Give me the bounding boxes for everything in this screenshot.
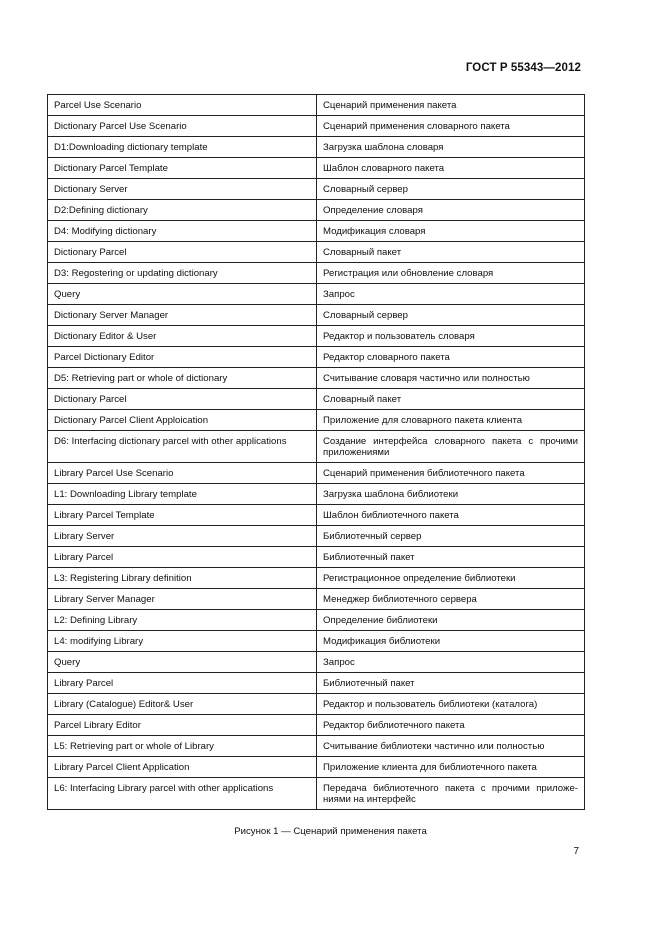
figure-caption: Рисунок 1 — Сценарий применения пакета bbox=[234, 826, 427, 837]
russian-term-cell: Редактор библиотечного пакета bbox=[317, 715, 585, 736]
russian-term-cell: Приложение клиента для библиотечного пакета bbox=[317, 757, 585, 778]
english-term-cell: Dictionary Editor & User bbox=[48, 326, 317, 347]
russian-term-cell: Модификация словаря bbox=[317, 221, 585, 242]
english-term-cell: Library (Catalogue) Editor& User bbox=[48, 694, 317, 715]
english-term-cell: Query bbox=[48, 652, 317, 673]
russian-term-cell: Шаблон словарного пакета bbox=[317, 158, 585, 179]
english-term-cell: Dictionary Parcel Use Scenario bbox=[48, 116, 317, 137]
table-row bbox=[48, 137, 585, 158]
english-term-cell: Dictionary Parcel Template bbox=[48, 158, 317, 179]
table-row bbox=[48, 305, 585, 326]
english-term-cell: Library Parcel bbox=[48, 547, 317, 568]
english-term-cell: Parcel Use Scenario bbox=[48, 95, 317, 116]
english-term-cell: Library Server bbox=[48, 526, 317, 547]
table-row bbox=[48, 263, 585, 284]
russian-term-cell: Определение словаря bbox=[317, 200, 585, 221]
table-row bbox=[48, 757, 585, 778]
table-row bbox=[48, 326, 585, 347]
table-row bbox=[48, 116, 585, 137]
english-term-cell: Library Parcel bbox=[48, 673, 317, 694]
russian-term-cell: Словарный сервер bbox=[317, 305, 585, 326]
table-row bbox=[48, 526, 585, 547]
russian-term-cell: Создание интерфейса словарного пакета с прочими приложениями bbox=[317, 431, 585, 463]
table-row bbox=[48, 505, 585, 526]
table-row bbox=[48, 673, 585, 694]
russian-term-cell: Регистрационное определение библиотеки bbox=[317, 568, 585, 589]
russian-term-cell: Редактор словарного пакета bbox=[317, 347, 585, 368]
english-term-cell: D2:Defining dictionary bbox=[48, 200, 317, 221]
english-term-cell: D1:Downloading dictionary template bbox=[48, 137, 317, 158]
english-term-cell: Library Server Manager bbox=[48, 589, 317, 610]
english-term-cell: L3: Registering Library definition bbox=[48, 568, 317, 589]
table-row bbox=[48, 389, 585, 410]
russian-term-cell: Регистрация или обновление словаря bbox=[317, 263, 585, 284]
table-row bbox=[48, 631, 585, 652]
russian-term-cell: Сценарий применения библиотечного пакета bbox=[317, 463, 585, 484]
table-row bbox=[48, 179, 585, 200]
table-row bbox=[48, 95, 585, 116]
english-term-cell: Query bbox=[48, 284, 317, 305]
table-row bbox=[48, 410, 585, 431]
english-term-cell: D5: Retrieving part or whole of dictionary bbox=[48, 368, 317, 389]
russian-term-cell: Словарный пакет bbox=[317, 242, 585, 263]
russian-term-cell: Считывание словаря частично или полностью bbox=[317, 368, 585, 389]
english-term-cell: Library Parcel Client Application bbox=[48, 757, 317, 778]
russian-term-cell: Словарный пакет bbox=[317, 389, 585, 410]
russian-term-cell: Библиотечный пакет bbox=[317, 673, 585, 694]
russian-term-cell: Сценарий применения словарного пакета bbox=[317, 116, 585, 137]
table-row bbox=[48, 368, 585, 389]
russian-term-cell: Запрос bbox=[317, 652, 585, 673]
table-row bbox=[48, 200, 585, 221]
table-row bbox=[48, 242, 585, 263]
table-row bbox=[48, 715, 585, 736]
terms-table bbox=[47, 94, 585, 810]
english-term-cell: D4: Modifying dictionary bbox=[48, 221, 317, 242]
russian-term-cell: Менеджер библиотечного сервера bbox=[317, 589, 585, 610]
russian-term-cell: Библиотечный пакет bbox=[317, 547, 585, 568]
table-row bbox=[48, 431, 585, 463]
document-code-header: ГОСТ Р 55343—2012 bbox=[465, 62, 581, 74]
table-row bbox=[48, 347, 585, 368]
russian-term-cell: Загрузка шаблона библиотеки bbox=[317, 484, 585, 505]
english-term-cell: Parcel Library Editor bbox=[48, 715, 317, 736]
english-term-cell: Library Parcel Use Scenario bbox=[48, 463, 317, 484]
table-row bbox=[48, 484, 585, 505]
russian-term-cell: Редактор и пользователь словаря bbox=[317, 326, 585, 347]
russian-term-cell: Считывание библиотеки частично или полностью bbox=[317, 736, 585, 757]
table-row bbox=[48, 589, 585, 610]
table-row bbox=[48, 158, 585, 179]
english-term-cell: Dictionary Server bbox=[48, 179, 317, 200]
terms-table-body bbox=[48, 95, 585, 810]
russian-term-cell: Сценарий применения пакета bbox=[317, 95, 585, 116]
english-term-cell: L1: Downloading Library template bbox=[48, 484, 317, 505]
table-row bbox=[48, 547, 585, 568]
english-term-cell: L4: modifying Library bbox=[48, 631, 317, 652]
russian-term-cell: Загрузка шаблона словаря bbox=[317, 137, 585, 158]
english-term-cell: D3: Regostering or updating dictionary bbox=[48, 263, 317, 284]
russian-term-cell: Приложение для словарного пакета клиента bbox=[317, 410, 585, 431]
russian-term-cell: Передача библиотечного пакета с прочими приложениями на интерфейс bbox=[317, 778, 585, 810]
table-row bbox=[48, 778, 585, 810]
russian-term-cell: Редактор и пользователь библиотеки (каталога) bbox=[317, 694, 585, 715]
table-row bbox=[48, 694, 585, 715]
page-number: 7 bbox=[573, 846, 579, 857]
russian-term-cell: Словарный сервер bbox=[317, 179, 585, 200]
table-row bbox=[48, 463, 585, 484]
table-row bbox=[48, 568, 585, 589]
russian-term-cell: Запрос bbox=[317, 284, 585, 305]
table-row bbox=[48, 610, 585, 631]
english-term-cell: Library Parcel Template bbox=[48, 505, 317, 526]
table-row bbox=[48, 652, 585, 673]
english-term-cell: Dictionary Server Manager bbox=[48, 305, 317, 326]
english-term-cell: L6: Interfacing Library parcel with other applications bbox=[48, 778, 317, 810]
english-term-cell: L5: Retrieving part or whole of Library bbox=[48, 736, 317, 757]
table-row bbox=[48, 736, 585, 757]
russian-term-cell: Библиотечный сервер bbox=[317, 526, 585, 547]
english-term-cell: D6: Interfacing dictionary parcel with other applications bbox=[48, 431, 317, 463]
english-term-cell: Dictionary Parcel bbox=[48, 389, 317, 410]
russian-term-cell: Модификация библиотеки bbox=[317, 631, 585, 652]
table-row bbox=[48, 284, 585, 305]
table-row bbox=[48, 221, 585, 242]
english-term-cell: Dictionary Parcel Client Apploication bbox=[48, 410, 317, 431]
russian-term-cell: Определение библиотеки bbox=[317, 610, 585, 631]
english-term-cell: Dictionary Parcel bbox=[48, 242, 317, 263]
english-term-cell: Parcel Dictionary Editor bbox=[48, 347, 317, 368]
russian-term-cell: Шаблон библиотечного пакета bbox=[317, 505, 585, 526]
english-term-cell: L2: Defining Library bbox=[48, 610, 317, 631]
